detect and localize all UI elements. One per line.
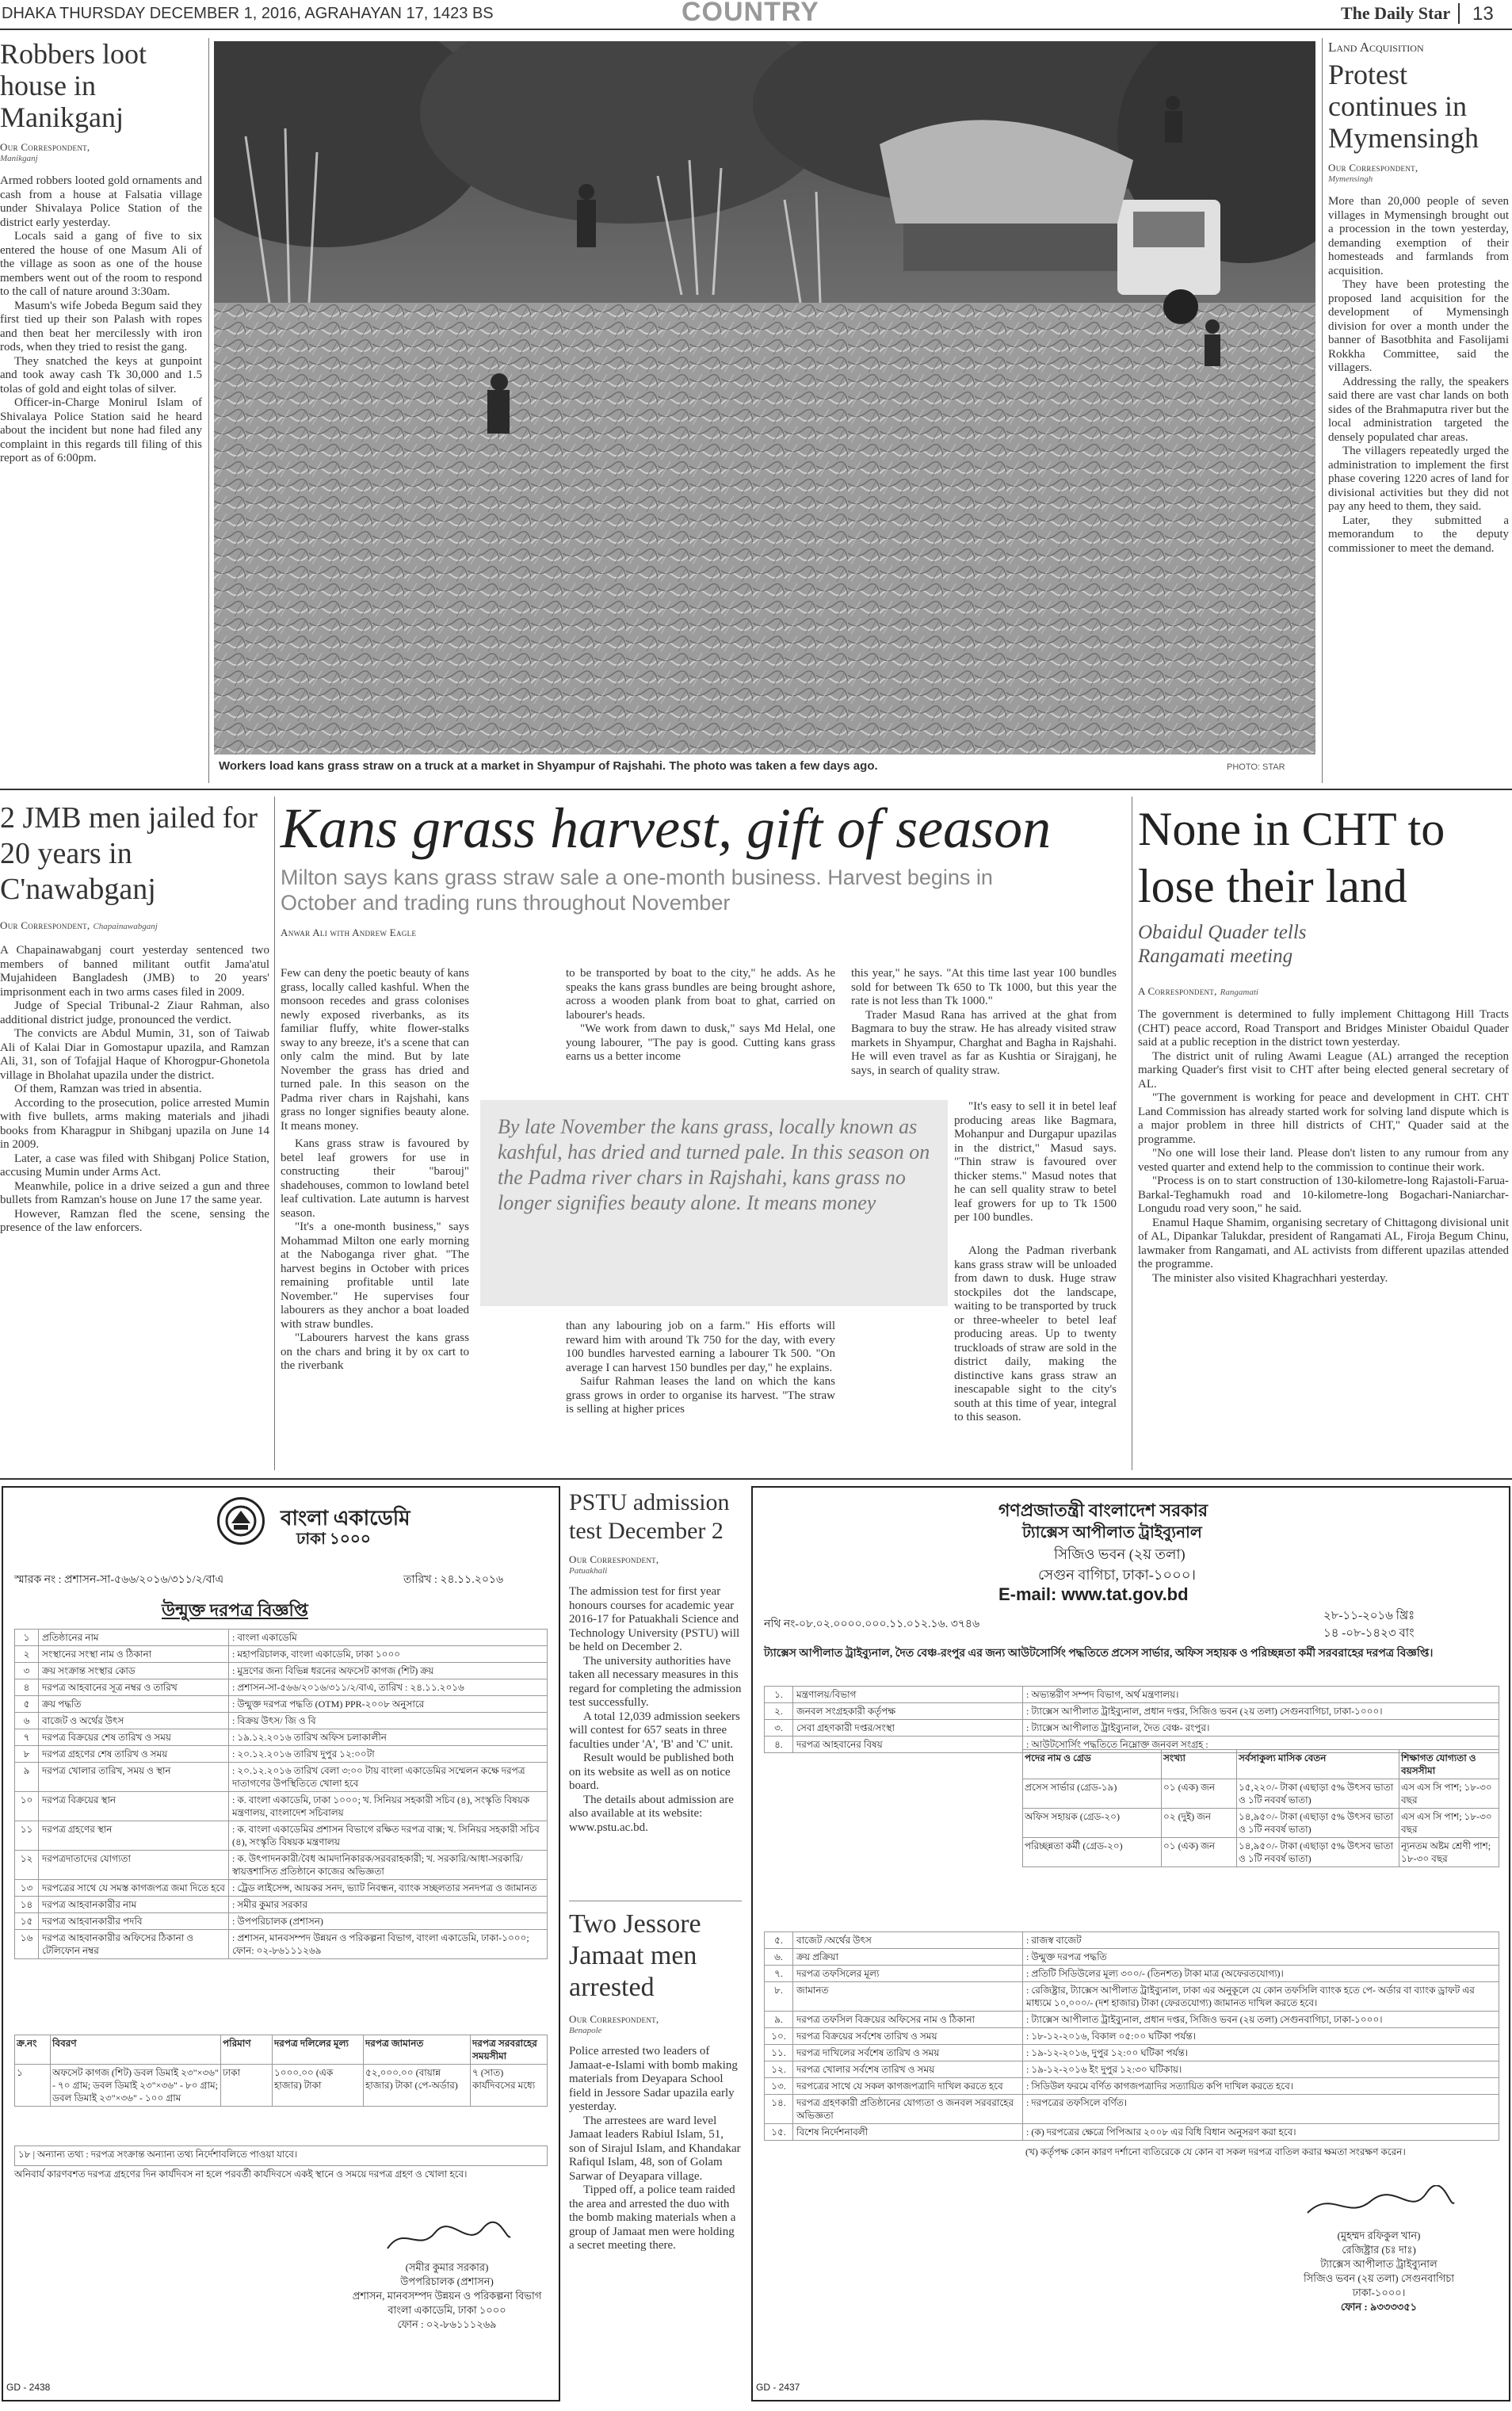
signer-org: ট্যাক্সেস আপীলাত ট্রাইব্যুনাল — [1320, 2258, 1438, 2270]
info-row: ৩ ক্রয় সংক্রান্ত সংস্থার কোড : মুদ্রণের জন্য বিভিন্ন ধরনের অফসেট কাগজ (শিট) ক্রয় — [15, 1663, 547, 1679]
info-row: ৭. দরপত্র তফসিলের মূল্য : প্রতিটি সিডিউলের মূল্য ৩০০/- (তিনশত) টাকা মাত্র (অফেরতযোগ্য)। — [765, 1966, 1499, 1982]
posts-header-row: পদের নাম ও গ্রেড সংখ্যা সর্বসাকুল্য মাসিক বেতন শিক্ষাগত যোগ্যতা ও বয়সসীমা — [1023, 1750, 1499, 1779]
ad2-email: E-mail: www.tat.gov.bd — [998, 1584, 1189, 1604]
paragraph: They snatched the keys at gunpoint and took away cash Tk 30,000 and 1.5 tolas of gold and eight tolas of silver. — [0, 354, 202, 395]
info-row: ৪. দরপত্র আহবানের বিষয় : আউটসোর্সিং পদ্ধতিতে নিম্নোক্ত জনবল সংগ্রহ : — [765, 1737, 1499, 1753]
signer-org: বাংলা একাডেমি, ঢাকা ১০০০ — [388, 2304, 506, 2316]
paragraph: The minister also visited Khagrachhari yesterday. — [1152, 1271, 1388, 1285]
column-rule — [1322, 38, 1323, 783]
paragraph: The government is determined to fully implement Chittagong Hill Tracts (CHT) peace accord, Road Transport and Bridges Minister Obaidul Quader said at a public reception in the district town yesterday. — [1138, 1008, 1509, 1049]
kans-col-3 — [851, 967, 1117, 1078]
robbers-dateline: Manikganj — [0, 154, 38, 163]
ad2-building: সিজিও ভবন (২য় তলা) — [1054, 1546, 1186, 1562]
jmb-body — [0, 944, 269, 1236]
paragraph: Armed robbers looted gold ornaments and cash from a house at Falsatia village under Shivalaya Police Station of the district early yesterday. — [0, 174, 202, 229]
photo-credit: PHOTO: STAR — [1227, 762, 1285, 772]
ad2-info-table-2 — [764, 1931, 1499, 2141]
info-row: ৬. ক্রয় প্রক্রিয়া : উন্মুক্ত দরপত্র পদ্ধতি — [765, 1949, 1499, 1966]
cht-dateline: Rangamati — [1220, 988, 1258, 997]
robbers-byline: Our Correspondent, — [0, 141, 90, 153]
cht-byline: A Correspondent, — [1138, 985, 1217, 997]
paragraph: Enamul Haque Shamim, organising secretary of Chittagong divisional unit of AL, Dipankar Talukdar, president of Rangamati AL, Firoja Begum Chinu, lawmaker from Rangamati, and AL activists from different upazilas attended the programme. — [1138, 1216, 1509, 1270]
protest-article — [1328, 40, 1509, 777]
info-row: ১৪ দরপত্র আহবানকারীর নাম : সমীর কুমার সরকার — [15, 1897, 547, 1913]
robbers-body — [0, 174, 202, 466]
cht-subhead: Obaidul Quader tells Rangamati meeting — [1138, 922, 1307, 967]
info-row: ১২. দরপত্র খোলার সর্বশেষ তারিখ ও সময় : ১৯-১২-২০১৬ ইং দুপুর ১২:৩০ ঘটিকায়। — [765, 2061, 1499, 2078]
masthead-rule — [0, 29, 1512, 30]
page-number: 13 — [1472, 3, 1494, 25]
paragraph: Saifur Rahman leases the land on which the kans grass grows in order to organise its harvest. "The straw is selling at higher prices — [566, 1375, 835, 1416]
paragraph: The villagers repeatedly urged the administration to implement the first phase covering 1220 acres of land for divisional activities but they did not pay any heed to them, they said. — [1328, 445, 1509, 513]
paragraph: The university authorities have taken all necessary measures in this regard for completing the admission test successfully. — [569, 1654, 742, 1709]
page-separator — [1458, 3, 1460, 24]
jmb-byline: Our Correspondent, — [0, 919, 90, 931]
info-row: ১৩ দরপত্রের সাথে যে সমস্ত কাগজপত্র জমা দিতে হবে : ট্রেড লাইসেন্স, আয়কর সনদ, ভ্যাট নিবন্ধন, ব্যাংক সচ্ছলতার সনদপত্র ও জামানত — [15, 1880, 547, 1897]
masthead — [0, 0, 1512, 30]
kans-col-3c — [954, 1244, 1117, 1425]
ad1-city: ঢাকা ১০০০ — [296, 1530, 371, 1548]
kans-col-3b — [954, 1100, 1117, 1225]
protest-dateline: Mymensingh — [1328, 174, 1373, 184]
paragraph: Trader Masud Rana has arrived at the ghat from Bagmara to buy the straw. He has already visited straw markets in Shyampur, Charghat and Bagha in Rajshahi. He will even travel as far as Kushtia or Sirajganj, he says, in search of quality straw. — [851, 1008, 1117, 1077]
kans-col-2b — [566, 1320, 835, 1417]
paragraph: "We work from dawn to dusk," says Md Helal, one young labourer, "The pay is good. Cutting kans grass earns us a better income — [566, 1022, 835, 1063]
paragraph: Meanwhile, police in a drive seized a gun and three bullets from Ramzan's house on June 17 the same year. — [0, 1179, 269, 1206]
post-row: পরিচ্ছন্নতা কর্মী (গ্রেড-২০) ০১ (এক) জন ১৪,৯৫০/- টাকা (এছাড়া ৫% উৎসব ভাতা ও ১টি নববর্ষ ভাতা) ন্যূনতম অষ্টম শ্রেণী পাশ; ১৮-৩০ বছর — [1023, 1838, 1499, 1867]
paragraph: Officer-in-Charge Monirul Islam of Shivalaya Police Station said he heard about the incident but none had filed any complaint in this regards till filing of this report as of 6:00pm. — [0, 396, 202, 464]
ad2-date1: ২৮-১১-২০১৬ খ্রিঃ — [1323, 1610, 1415, 1622]
signature-scribble — [380, 2217, 514, 2256]
paragraph: "It's easy to sell it in betel leaf producing areas like Bagmara, Mohanpur and Durgapur upazilas in the district," Masud says. "Thin straw is favoured over thicker stems." Masud notes that he can sell quality straw to betel leaf growers for up to Tk 1500 per 100 bundles. — [954, 1100, 1117, 1224]
goods-header-row: ক্র.নং বিবরণ পরিমাণ দরপত্র দলিলের মূল্য দরপত্র জামানত দরপত্র সরবরাহের সময়সীমা — [15, 2035, 547, 2065]
paragraph: Locals said a gang of five to six entered the house of one Masum Ali of the village as soon as one of the house members went out of the room to respond to the call of nature around 3:30am. — [0, 230, 202, 298]
ad1-info-table — [14, 1629, 548, 1959]
paragraph: "It's a one-month business," says Mohammad Milton one early morning at the Naboganga river ghat. "The harvest begins in October with prices remaining profitable until late November." He supervises four labourers as they anchor a boat loaded with straw bundles. — [281, 1221, 469, 1331]
info-row: ৫. বাজেট /অর্থের উৎস : রাজস্ব বাজেট — [765, 1932, 1499, 1949]
paragraph: A total 12,039 admission seekers will contest for 657 seats in three faculties under 'A', 'B' and 'C' unit. — [569, 1710, 740, 1751]
kans-headline: Kans grass harvest, gift of season — [281, 797, 1052, 860]
paragraph: "The government is working for peace and development in CHT. CHT Land Commission has already started work for solving land dispute which is a major problem in three hill districts of CHT," Quader said at the programme. — [1138, 1091, 1509, 1146]
ad2-date2: ১৪ -০৮-১৪২৩ বাং — [1323, 1627, 1415, 1640]
signer-phone: ফোন : ০২-৮৬১১১২৬৯ — [397, 2318, 497, 2330]
academy-emblem-icon — [217, 1497, 265, 1545]
paragraph: Later, a case was filed with Shibganj Police Station, accusing Mumin under Arms Act. — [0, 1152, 269, 1179]
protest-body — [1328, 195, 1509, 556]
jessore-headline: Two Jessore Jamaat men arrested — [569, 1909, 701, 2002]
ad1-signature — [352, 2217, 542, 2332]
masthead-date: DHAKA THURSDAY DECEMBER 1, 2016, AGRAHAYAN 17, 1423 BS — [2, 5, 494, 22]
info-row: ৫ ক্রয় পদ্ধতি : উন্মুক্ত দরপত্র পদ্ধতি (OTM) PPR-২০০৮ অনুসারে — [15, 1696, 547, 1713]
ad2-info-table — [764, 1686, 1499, 1753]
info-row: ৯. দরপত্র তফসিল বিক্রয়ের অফিসের নাম ও ঠিকানা : ট্যাক্সেস আপীলাত ট্রাইব্যুনাল, প্রধান দপ্তর, সিজিও ভবন (২য় তলা) সেগুনবাগিচা, ঢাকা-১০০০। — [765, 2012, 1499, 2028]
bangla-academy-tender-ad — [2, 1486, 560, 2401]
info-row: ২ সংস্থানের সংস্থা নাম ও ঠিকানা : মহাপরিচালক, বাংলা একাডেমি, ঢাকা ১০০০ — [15, 1646, 547, 1663]
jessore-byline: Our Correspondent, — [569, 2013, 659, 2025]
paragraph: However, Ramzan fled the scene, sensing the presence of the law enforcers. — [0, 1207, 269, 1234]
paragraph: to be transported by boat to the city," he adds. As he speaks the kans grass bundles are being brought ashore, across a wooden plank from boat to ghat, carried on labourer's heads. — [566, 967, 835, 1022]
info-row: ১৫. বিশেষ নির্দেশনাবলী : (ক) দরপত্রের ক্ষেত্রে পিপিআর ২০০৮ এর বিধি বিধান অনুসরণ করা হবে। — [765, 2124, 1499, 2141]
paragraph: "Labourers harvest the kans grass on the chars and bring it by ox cart to the riverbank — [281, 1332, 469, 1372]
paragraph: Tipped off, a police team raided the area and arrested the duo with the bomb making materials when a group of Jamaat men were holding a secret meeting there. — [569, 2184, 736, 2252]
cht-headline: None in CHT to lose their land — [1138, 803, 1445, 912]
kans-col-1 — [281, 967, 469, 1133]
pstu-dateline: Patuakhali — [569, 1566, 608, 1576]
goods-row: ১ অফসেট কাগজ (শিট) ডবল ডিমাই ২৩"×৩৬" - ৭০ গ্রাম; ডবল ডিমাই ২৩"×৩৬" - ৮০ গ্রাম; ডবল ডিমাই ২৩"×৩৬" - ১০০ গ্রাম ঢাকা ১০০০.০০ (এক হাজার) টাকা ৫২,০০০.০০ (বায়ান্ন হাজার) টাকা (পে-অর্ডার) ৭ (সাত) কার্যদিবসের মধ্যে — [15, 2065, 547, 2106]
paragraph: Few can deny the poetic beauty of kans grass, locally called kashful. When the monsoon recedes and grass colonises newly exposed riverbanks, as its familiar fluffy, white flower-stalks sway to any breeze, it's a scene that can only calm the mind. But by late November the grass has dried and turned pale. In this season on the Padma river chars in Rajshahi, kans grass no longer signifies beauty alone. It means money. — [281, 967, 469, 1133]
ad1-memo: স্মারক নং : প্রশাসন-সা-৫৬৬/২০১৬/৩১১/২/বাএ — [14, 1574, 224, 1586]
kans-pullquote — [480, 1100, 948, 1306]
paragraph: The admission test for first year honours courses for academic year 2016-17 for Patuakhali Science and Technology University (PSTU) will be held on December 2. — [569, 1585, 740, 1653]
kans-grass-photo — [214, 41, 1315, 755]
signer-title: উপপরিচালক (প্রশাসন) — [400, 2275, 494, 2287]
ad2-note: (খ) কর্তৃপক্ষ কোন কারণ দর্শানো ব্যতিরেকে যে কোন বা সকল দরপত্র বাতিল করার ক্ষমতা সংরক্ষণ করেন। — [1025, 2146, 1406, 2157]
jmb-article — [0, 800, 269, 1474]
ad1-footer: ১৮ | অন্যান্য তথ্য : দরপত্র সংক্রান্ত অন্যান্য তথ্য নির্দেশাবলিতে পাওয়া যাবে। — [14, 2145, 548, 2166]
post-row: প্রসেস সার্ভার (গ্রেড-১৯) ০১ (এক) জন ১৫,২২০/- টাকা (এছাড়া ৫% উৎসব ভাতা ও ১টি নববর্ষ ভাতা) এস এস সি পাশ; ১৮-৩০ বছর — [1023, 1779, 1499, 1809]
ad1-title: উন্মুক্ত দরপত্র বিজ্ঞপ্তি — [162, 1600, 308, 1620]
cht-article — [1138, 800, 1509, 1474]
jmb-headline: 2 JMB men jailed for 20 years in C'nawabganj — [0, 801, 258, 906]
ad1-footer-note: অনিবার্য কারণবশত দরপত্র গ্রহণের দিন কার্যদিবস না হলে পরবর্তী কার্যদিবসে একই স্থানে ও সময়ে দরপত্র গ্রহণ ও খোলা হবে। — [14, 2168, 468, 2180]
robbers-headline: Robbers loot house in Manikganj — [0, 38, 147, 133]
info-row: ৪ দরপত্র আহবানের সূত্র নম্বর ও তারিখ : প্রশাসন-সা-৫৬৬/২০১৬/৩১১/২/বাএ, তারিখ : ২৪.১১.২০১৬ — [15, 1679, 547, 1696]
ad1-goods-table — [14, 2035, 548, 2107]
ad2-address: সেগুন বাগিচা, ঢাকা-১০০০। — [1038, 1567, 1196, 1583]
info-row: ১. মন্ত্রণালয়/বিভাগ : অভ্যন্তরীণ সম্পদ বিভাগ, অর্থ মন্ত্রণালয়। — [765, 1687, 1499, 1703]
info-row: ১৩. দরপত্রের সাথে যে সকল কাগজপত্রাদি দাখিল করতে হবে : সিডিউল ফরমে বর্ণিত কাগজপত্রাদির সত্যায়িত কপি দাখিল করতে হবে। — [765, 2078, 1499, 2095]
ad2-gov: গণপ্রজাতন্ত্রী বাংলাদেশ সরকার — [998, 1500, 1208, 1520]
column-rule — [208, 38, 209, 783]
jessore-body — [569, 2045, 742, 2253]
info-row: ১৬ দরপত্র আহবানকারীর অফিসের ঠিকানা ও টেলিফোন নম্বর : প্রশাসন, মানবসম্পদ উন্নয়ন ও পরিকল্পনা বিভাগ, বাংলা একাডেমি, ঢাকা-১০০০; ফোন: ০২-৮৬১১১২৬৯ — [15, 1930, 547, 1959]
paragraph: The details about admission are also available at its website: www.pstu.ac.bd. — [569, 1793, 734, 1834]
kans-article — [281, 797, 1124, 1470]
paragraph: They have been protesting the proposed land acquisition for the development of Mymensingh division for over a month under the banner of Basotbhita and Fasolijami Rokkha Committee, said the villagers. — [1328, 278, 1509, 374]
paragraph: Result would be published both on its website as well as on notice board. — [569, 1752, 734, 1792]
jessore-dateline: Benapole — [569, 2026, 602, 2035]
signer-name: (সমীর কুমার সরকার) — [405, 2261, 489, 2273]
paragraph: More than 20,000 people of seven villages in Mymensingh brought out a procession in the town yesterday, demanding exemption of their homesteads and farmlands from acquisition. — [1328, 195, 1509, 277]
info-row: ৮. জামানত : রেজিষ্ট্রার, ট্যাক্সেস আপীলাত ট্রাইব্যুনাল, ঢাকা এর অনুকূলে যে কোন তফসিলি ব্যাংক হতে পে- অর্ডার বা ব্যাংক ড্রাফট এর মাধ্যমে ১০,০০০/- (দশ হাজার) টাকা (ফেরতযোগ্য) জামানত দাখিল করতে হবে। — [765, 1982, 1499, 2012]
info-row: ৭ দরপত্র বিক্রয়ের শেষ তারিখ ও সময় : ১৯.১২.২০১৬ তারিখ অফিস চলাকালীন — [15, 1729, 547, 1746]
paragraph: The district unit of ruling Awami League (AL) arranged the reception marking Quader's first visit to CHT after being elected general secretary of AL. — [1138, 1049, 1509, 1091]
signer-dept: প্রশাসন, মানবসম্পদ উন্নয়ন ও পরিকল্পনা বিভাগ — [352, 2290, 542, 2302]
section-title: COUNTRY — [682, 0, 819, 27]
pstu-headline: PSTU admission test December 2 — [569, 1489, 730, 1544]
signer-phone: ফোন : ৯৩৩৩৩৫১ — [1340, 2301, 1418, 2313]
paragraph: this year," he says. "At this time last year 100 bundles sold for between Tk 650 to Tk 1000, but this year the rate is not less than Tk 1000." — [851, 967, 1117, 1007]
pstu-byline: Our Correspondent, — [569, 1553, 659, 1565]
paper-logo: The Daily Star — [1341, 3, 1451, 23]
robbers-article — [0, 38, 202, 775]
info-row: ১০. দরপত্র বিক্রয়ের সর্বশেষ তারিখ ও সময় : ১৮-১২-২০১৬, বিকাল ০৫:০০ ঘটিকা পর্যন্ত। — [765, 2028, 1499, 2045]
paragraph: than any labouring job on a farm." His efforts will reward him with around Tk 750 for the day, with every 100 bundles harvested earning a labourer Tk 500. "On average I can harvest 150 bundles per day," he explains. — [566, 1320, 835, 1374]
info-row: ৩. সেবা গ্রহণকারী দপ্তর/সংস্থা : ট্যাক্সেস আপীলাত ট্রাইব্যুনাল, দৈত বেঞ্চ- রংপুর। — [765, 1720, 1499, 1737]
jessore-article — [569, 1909, 742, 2408]
paragraph: Later, they submitted a memorandum to the deputy commissioner to meet the demand. — [1328, 514, 1509, 555]
kans-byline: Anwar Ali with Andrew Eagle — [281, 927, 417, 938]
paragraph: According to the prosecution, police arrested Mumin with five bullets, arms making materials and jihadi books from Kharagpur in Shibganj upazila on June 14 in 2009. — [0, 1096, 269, 1151]
info-row: ৯ দরপত্র খোলার তারিখ, সময় ও স্থান : ২০.১২.২০১৬ তারিখ বেলা ৩:০০ টায় বাংলা একাডেমির সম্মেলন কক্ষে দরপত্র দাতাগণের উপস্থিতিতে খোলা হবে — [15, 1763, 547, 1792]
pullquote-text: By late November the kans grass, locally known as kashful, has dried and turned pale. In this season on the Padma river chars in Rajshahi, kans grass no longer signifies beauty alone. It means money — [498, 1115, 930, 1214]
taxes-tribunal-tender-ad — [751, 1486, 1510, 2401]
paragraph: Police arrested two leaders of Jamaat-e-Islami with bomb making materials from Deyapara School field in Jessore Sadar upazila early yesterday. — [569, 2045, 738, 2113]
info-row: ১৪. দরপত্র গ্রহণকারী প্রতিষ্ঠানের যোগ্যতা ও জনবল সরবরাহের অভিজ্ঞতা : দরপত্রের তফসিলে বর্ণিত। — [765, 2095, 1499, 2124]
ad2-intro: ট্যাক্সেস আপীলাত ট্রাইব্যুনাল, দৈত বেঞ্চ-রংপুর এর জন্য আউটসোর্সিং পদ্ধতিতে প্রসেস সার্ভার, অফিস সহায়ক ও পরিচ্ছন্নতা কর্মী সরবরাহের দরপত্র বিজ্ঞপ্তি। — [764, 1648, 1434, 1660]
cht-body — [1138, 1008, 1509, 1286]
protest-headline: Protest continues in Mymensingh — [1328, 59, 1480, 154]
ad2-office: ট্যাক্সেস আপীলাত ট্রাইব্যুনাল — [1022, 1524, 1202, 1542]
info-row: ১২ দরপত্রদাতাদের যোগ্যতা : ক. উৎপাদনকারী/বৈধ আমদানিকারক/সরবরাহকারী; খ. সরকারি/আধা-সরকারি/স্বায়ত্তশাসিত প্রতিষ্ঠানে কাজের অভিজ্ঞতা — [15, 1851, 547, 1880]
info-row: ১১. দরপত্র দাখিলের সর্বশেষ তারিখ ও সময় : ১৯-১২-২০১৬, দুপুর ১২:০০ ঘটিকা পর্যন্ত। — [765, 2045, 1499, 2061]
protest-kicker: Land Acquisition — [1328, 40, 1424, 55]
pstu-body — [569, 1585, 742, 1835]
kans-col-1b — [281, 1137, 469, 1374]
photo-image — [214, 41, 1315, 755]
info-row: ১০ দরপত্র বিক্রয়ের স্থান : ক. বাংলা একাডেমি, ঢাকা ১০০০; খ. সিনিয়র সহকারী সচিব (৪), সংস্কৃতি বিষয়ক মন্ত্রণালয়, বাংলাদেশ সচিবালয় — [15, 1792, 547, 1821]
paragraph: Kans grass straw is favoured by betel leaf growers for use in constructing their "barouj" shadehouses, common to lowland betel leaf cultivation. Late autumn is harvest season. — [281, 1137, 469, 1220]
info-row: ৬ বাজেট ও অর্থের উৎস : বিক্রয় উৎস/ জি ও বি — [15, 1713, 547, 1729]
ad2-signature — [1260, 2185, 1498, 2314]
ad2-memo: নথি নং-০৮.০২.০০০০.০০০.১১.০১২.১৬. ৩৭৪৬ — [764, 1618, 980, 1630]
column-rule — [274, 797, 275, 1470]
ad1-code: GD - 2438 — [6, 2382, 51, 2393]
paragraph: The convicts are Abdul Mumin, 31, son of Taiwab Ali of Kalai Diar in Gomostapur upazila, and Ramzan Ali, 31, son of Tofajjal Haque of Khorogpur-Ghonetola village in Bholahat upazila under the district. — [0, 1027, 269, 1082]
kans-col-2 — [566, 967, 835, 1064]
paragraph: Judge of Special Tribunal-2 Ziaur Rahman, also additional district judge, pronounced the verdict. — [0, 999, 269, 1026]
info-row: ২. জনবল সংগ্রহকারী কর্তৃপক্ষ : ট্যাক্সেস আপীলাত ট্রাইব্যুনাল, প্রধান দপ্তর, সিজিও ভবন (২য় তলা) সেগুনবাগিচা, ঢাকা-১০০০। — [765, 1703, 1499, 1720]
paragraph: Masum's wife Jobeda Begum said they first tied up their son Palash with ropes and then beat her mercilessly with iron rods, when they tried to resist the gang. — [0, 299, 202, 353]
paragraph: "No one will lose their land. Please don't listen to any rumour from any vested quarter and extend help to the commission to continue their work. — [1138, 1147, 1509, 1174]
paragraph: "Process is on to start construction of 130-kilometre-long Rajastoli-Farua-Barkal-Teghamukh road and 10-kilometre-long Bogachari-Naniarchar-Longudu road very soon," he said. — [1138, 1175, 1509, 1215]
signer-name: (মুহম্মদ রফিকুল খান) — [1337, 2230, 1421, 2241]
jmb-dateline: Chapainawabganj — [93, 922, 158, 931]
paragraph: Addressing the rally, the speakers said there are vast char lands on both sides of the Brahmaputra river but the local administration targeted the densely populated char areas. — [1328, 375, 1509, 444]
section-rule — [0, 789, 1512, 790]
ad1-org: বাংলা একাডেমি — [281, 1507, 410, 1530]
signature-scribble — [1300, 2185, 1458, 2225]
signer-title: রেজিষ্ট্রার (চঃ দাঃ) — [1342, 2244, 1416, 2256]
signer-city: ঢাকা-১০০০। — [1352, 2287, 1406, 2298]
paragraph: Along the Padman riverbank kans grass straw will be unloaded from dawn to dusk. Huge straw stockpiles dot the landscape, waiting to be transported by truck or three-wheeler to betel leaf producing areas. Up to twenty truckloads of straw are sold in the district daily, making the distinctive kans grass straw an inescapable sight to the city's south at this time of year, integral to this season. — [954, 1244, 1117, 1423]
info-row: ১১ দরপত্র গ্রহণের স্থান : ক. বাংলা একাডেমির প্রশাসন বিভাগে রক্ষিত দরপত্র বাক্স; খ. সিনিয়র সহকারী সচিব (৪), সংস্কৃতি বিষয়ক মন্ত্রণালয় — [15, 1821, 547, 1851]
ad2-code: GD - 2437 — [756, 2382, 800, 2393]
paragraph: A Chapainawabganj court yesterday sentenced two members of banned militant outfit Jama'atul Mujahideen Bangladesh (JMB) to 20 years' imprisonment each in two arms cases filed in 2009. — [0, 944, 269, 999]
info-row: ৮ দরপত্র গ্রহণের শেষ তারিখ ও সময় : ২০.১২.২০১৬ তারিখ দুপুর ১২:০০টা — [15, 1746, 547, 1763]
kans-subhead: Milton says kans grass straw sale a one-month business. Harvest begins in October and trading runs throughout November — [281, 865, 993, 915]
info-row: ১৫ দরপত্র আহবানকারীর পদবি : উপপরিচালক (প্রশাসন) — [15, 1913, 547, 1930]
post-row: অফিস সহায়ক (গ্রেড-২০) ০২ (দুই) জন ১৪,৯৫০/- টাকা (এছাড়া ৫% উৎসব ভাতা ও ১টি নববর্ষ ভাতা) এস এস সি পাশ; ১৮-৩০ বছর — [1023, 1809, 1499, 1838]
photo-caption: Workers load kans grass straw on a truck at a market in Shyampur of Rajshahi. The photo was taken a few days ago. — [219, 759, 878, 773]
paragraph: The arrestees are ward level Jamaat leaders Rabiul Islam, 51, son of Sirajul Islam, and Khandakar Rafiqul Islam, 48, son of Golam Sarwar of Deyapara village. — [569, 2114, 741, 2183]
pstu-article — [569, 1488, 742, 1885]
signer-address: সিজিও ভবন (২য় তলা) সেগুনবাগিচা — [1303, 2272, 1455, 2284]
paragraph: Of them, Ramzan was tried in absentia. — [14, 1083, 202, 1095]
protest-byline: Our Correspondent, — [1328, 162, 1418, 174]
section-rule — [0, 1478, 1512, 1480]
ad2-posts-table — [1022, 1749, 1499, 1867]
ad1-date: তারিখ : ২৪.১১.২০১৬ — [403, 1574, 504, 1586]
info-row: ১ প্রতিষ্ঠানের নাম : বাংলা একাডেমি — [15, 1630, 547, 1646]
